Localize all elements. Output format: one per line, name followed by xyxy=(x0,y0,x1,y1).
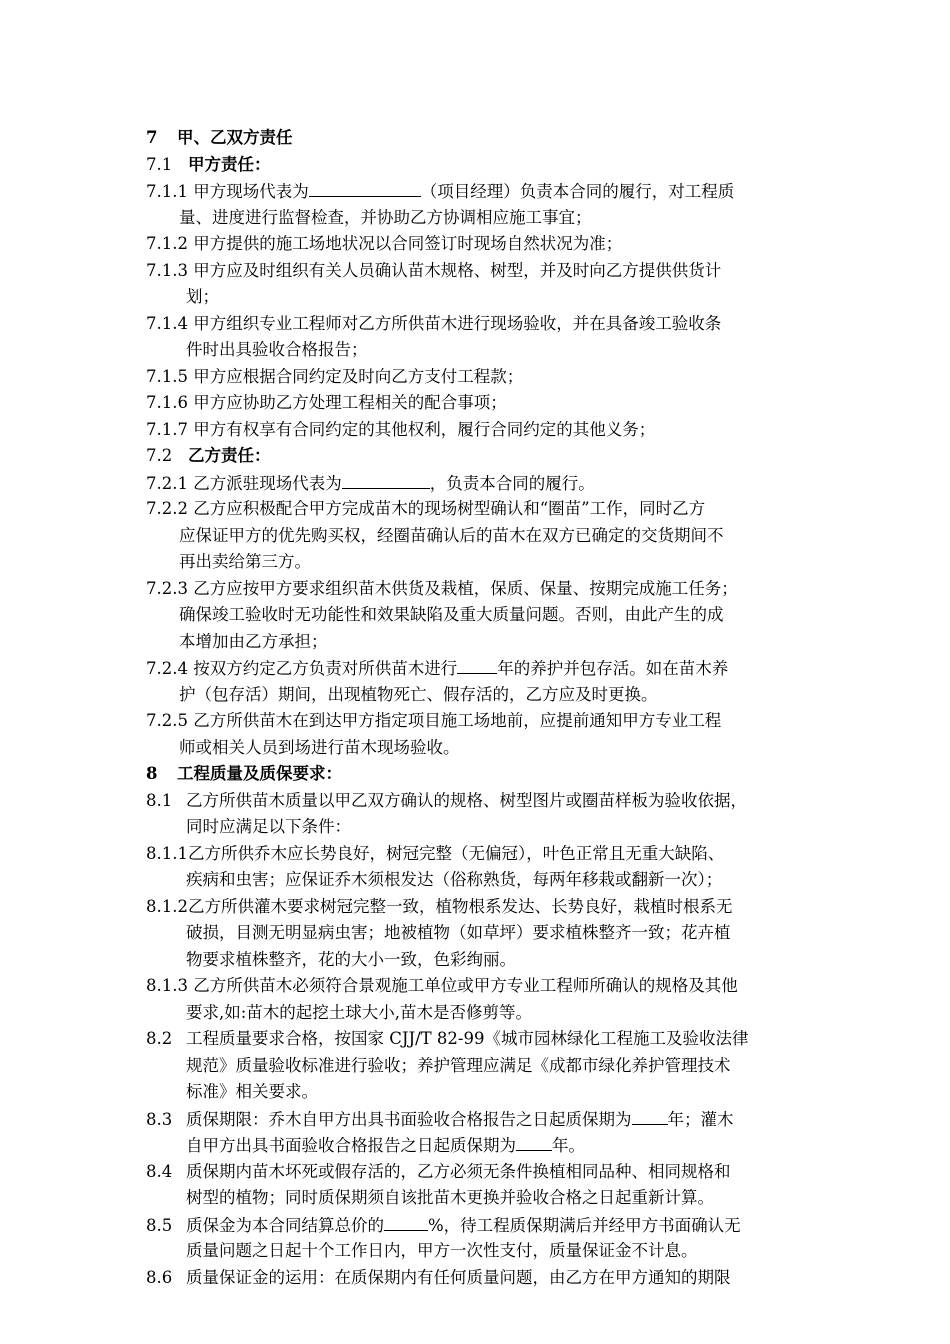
clause-text: 甲方应及时组织有关人员确认苗木规格、树型，并及时向乙方提供供货计 xyxy=(193,260,722,280)
section-8-heading xyxy=(146,761,814,788)
clause-text: 乙方应积极配合甲方完成苗木的现场树型确认和“圈苗”工作，同时乙方 xyxy=(193,499,706,518)
clause-text: 确保竣工验收时无功能性和效果缺陷及重大质量问题。否则，由此产生的成 xyxy=(179,605,724,624)
contract-body xyxy=(146,125,814,1291)
fill-blank-retention-percent xyxy=(384,1212,428,1231)
clause-8-1-2-cont xyxy=(146,920,814,947)
clause-8-2-cont xyxy=(146,1053,814,1080)
clause-number: 8.1.2 xyxy=(146,896,188,916)
clause-8-1-1 xyxy=(146,841,814,868)
clause-7-1-4 xyxy=(146,311,814,338)
clause-number: 8.6 xyxy=(146,1267,173,1287)
clause-8-1-3-cont xyxy=(146,1000,814,1027)
clause-7-1-4-cont xyxy=(146,337,814,364)
clause-7-1-3 xyxy=(146,258,814,285)
clause-7-1-7 xyxy=(146,417,814,444)
clause-8-3 xyxy=(146,1106,814,1133)
clause-text: 工程质量要求合格，按国家 CJJ/T 82-99《城市园林绿化工程施工及验收法律 xyxy=(186,1029,749,1048)
clause-text: 按双方约定乙方负责对所供苗木进行 xyxy=(193,659,458,678)
clause-text: 再出卖给第三方。 xyxy=(179,552,311,571)
clause-number: 7.2.5 xyxy=(146,711,188,730)
section-number: 7 xyxy=(146,128,158,147)
clause-text: （项目经理）负责本合同的履行，对工程质 xyxy=(420,182,735,201)
clause-text: 乙方派驻现场代表为 xyxy=(193,473,342,493)
clause-text: 护（包存活）期间，出现植物死亡、假存活的，乙方应及时更换。 xyxy=(179,684,658,704)
clause-number: 7.2.4 xyxy=(146,659,188,678)
clause-8-4 xyxy=(146,1159,814,1186)
clause-7-2-3-cont xyxy=(146,602,814,629)
clause-8-5-cont xyxy=(146,1238,814,1265)
clause-number: 7.1.1 xyxy=(146,182,188,201)
clause-number: 7.2 xyxy=(146,446,173,465)
clause-text: 年；灌木 xyxy=(667,1109,734,1129)
fill-blank-site-representative xyxy=(342,470,430,489)
clause-text: 甲方应协助乙方处理工程相关的配合事项； xyxy=(193,393,507,412)
clause-number: 8.3 xyxy=(146,1109,173,1129)
clause-text: 破损，目测无明显病虫害；地被植物（如草坪）要求植株整齐一致；花卉植 xyxy=(186,923,731,942)
clause-number: 8.5 xyxy=(146,1215,173,1235)
clause-7-1-heading xyxy=(146,152,814,179)
clause-number: 8.1.3 xyxy=(146,976,188,995)
clause-7-1-3-cont xyxy=(146,284,814,311)
clause-7-2-3-cont xyxy=(146,629,814,656)
clause-number: 7.1.6 xyxy=(146,393,188,412)
clause-8-1-2-cont xyxy=(146,947,814,974)
clause-8-4-cont xyxy=(146,1185,814,1212)
clause-7-2-heading xyxy=(146,443,814,470)
clause-number: 7.1.5 xyxy=(146,366,188,386)
clause-7-1-1 xyxy=(146,178,814,205)
clause-text: 件时出具验收合格报告； xyxy=(186,340,368,359)
clause-text: 标准》相关要求。 xyxy=(186,1082,318,1101)
clause-8-1-3 xyxy=(146,973,814,1000)
clause-7-1-6 xyxy=(146,390,814,417)
clause-8-2-cont xyxy=(146,1079,814,1106)
clause-number: 7.1.2 xyxy=(146,234,188,253)
clause-text: 自甲方出具书面验收合格报告之日起质保期为 xyxy=(186,1136,516,1155)
clause-text: 年。 xyxy=(552,1136,585,1155)
clause-number: 7.2.1 xyxy=(146,473,188,493)
clause-text: 质量问题之日起十个工作日内，甲方一次性支付，质量保证金不计息。 xyxy=(186,1241,698,1260)
clause-8-1-cont xyxy=(146,814,814,841)
clause-7-2-2-cont xyxy=(146,549,814,576)
clause-text: 甲方有权享有合同约定的其他权利，履行合同约定的其他义务； xyxy=(193,419,656,439)
clause-8-1 xyxy=(146,788,814,815)
clause-text: 乙方应按甲方要求组织苗木供货及栽植，保质、保量、按期完成施工任务； xyxy=(193,578,738,598)
clause-7-2-5 xyxy=(146,708,814,735)
clause-text: 本增加由乙方承担； xyxy=(179,631,328,651)
clause-7-2-2-cont xyxy=(146,523,814,550)
clause-text: 乙方所供灌木要求树冠完整一致，植物根系发达、长势良好，栽植时根系无 xyxy=(187,896,733,916)
clause-text: 应保证甲方的优先购买权，经圈苗确认后的苗木在双方已确定的交货期间不 xyxy=(179,525,724,545)
clause-text: 乙方所供苗木必须符合景观施工单位或甲方专业工程师所确认的规格及其他 xyxy=(193,976,738,995)
clause-text: 质保金为本合同结算总价的 xyxy=(186,1215,384,1235)
clause-7-2-1 xyxy=(146,470,814,497)
clause-text: 物要求植株整齐，花的大小一致，色彩绚丽。 xyxy=(186,949,516,969)
clause-8-2 xyxy=(146,1026,814,1053)
clause-number: 7.1.7 xyxy=(146,419,188,439)
clause-number: 8.1.1 xyxy=(146,843,188,863)
clause-text: 甲方应根据合同约定及时向乙方支付工程款； xyxy=(193,366,524,386)
clause-number: 7.1 xyxy=(146,154,173,174)
clause-number: 8.1 xyxy=(146,790,173,810)
clause-7-1-1-cont xyxy=(146,205,814,232)
clause-7-2-4-cont xyxy=(146,682,814,709)
clause-7-2-5-cont xyxy=(146,735,814,762)
clause-number: 8.2 xyxy=(146,1029,173,1048)
clause-7-1-5 xyxy=(146,364,814,391)
clause-text: 乙方所供乔木应长势良好，树冠完整（无偏冠），叶色正常且无重大缺陷、 xyxy=(187,843,725,863)
section-7-heading xyxy=(146,125,814,152)
clause-text: %，待工程质保期满后并经甲方书面确认无 xyxy=(428,1215,741,1235)
clause-number: 7.2.2 xyxy=(146,499,188,518)
clause-8-1-2 xyxy=(146,894,814,921)
clause-title: 乙方责任： xyxy=(188,446,271,465)
clause-text: 师或相关人员到场进行苗木现场验收。 xyxy=(179,737,460,757)
clause-text: 乙方所供苗木在到达甲方指定项目施工场地前，应提前通知甲方专业工程 xyxy=(193,711,722,730)
clause-7-2-3 xyxy=(146,576,814,603)
clause-text: 质保期限：乔木自甲方出具书面验收合格报告之日起质保期为 xyxy=(186,1109,632,1129)
clause-text: 疾病和虫害；应保证乔木须根发达（俗称熟货，每两年移栽或翻新一次）； xyxy=(186,870,723,889)
clause-7-2-2 xyxy=(146,496,814,523)
clause-text: 划； xyxy=(186,287,219,306)
clause-8-3-cont xyxy=(146,1132,814,1159)
clause-text: 年的养护并包存活。如在苗木养 xyxy=(497,659,729,678)
clause-8-5 xyxy=(146,1212,814,1239)
fill-blank-tree-warranty-years xyxy=(632,1106,668,1125)
clause-number: 7.1.4 xyxy=(146,313,188,333)
clause-text: 甲方现场代表为 xyxy=(193,182,309,201)
clause-text: ，负责本合同的履行。 xyxy=(429,473,595,493)
clause-7-1-2 xyxy=(146,231,814,258)
clause-title: 甲方责任： xyxy=(188,154,271,174)
fill-blank-project-manager xyxy=(309,178,421,197)
clause-number: 7.1.3 xyxy=(146,260,188,280)
clause-text: 甲方提供的施工场地状况以合同签订时现场自然状况为准； xyxy=(193,234,623,253)
clause-8-1-1-cont xyxy=(146,867,814,894)
clause-7-2-4 xyxy=(146,655,814,682)
section-title: 工程质量及质保要求： xyxy=(177,764,342,783)
clause-text: 质量保证金的运用：在质保期内有任何质量问题，由乙方在甲方通知的期限 xyxy=(186,1267,731,1287)
clause-text: 质保期内苗木坏死或假存活的，乙方必须无条件换植相同品种、相同规格和 xyxy=(186,1161,731,1181)
clause-text: 要求,如:苗木的起挖土球大小,苗木是否修剪等。 xyxy=(186,1002,533,1022)
clause-8-6 xyxy=(146,1265,814,1292)
clause-text: 量、进度进行监督检查，并协助乙方协调相应施工事宜； xyxy=(179,207,592,227)
clause-text: 规范》质量验收标准进行验收；养护管理应满足《成都市绿化养护管理技术 xyxy=(186,1055,731,1075)
clause-text: 树型的植物；同时质保期须自该批苗木更换并验收合格之日起重新计算。 xyxy=(186,1188,714,1207)
fill-blank-shrub-warranty-years xyxy=(516,1132,552,1151)
clause-text: 乙方所供苗木质量以甲乙双方确认的规格、树型图片或圈苗样板为验收依据， xyxy=(186,790,747,810)
section-title: 甲、乙双方责任 xyxy=(177,128,293,147)
clause-text: 同时应满足以下条件： xyxy=(186,817,351,836)
clause-text: 甲方组织专业工程师对乙方所供苗木进行现场验收，并在具备竣工验收条 xyxy=(193,313,722,333)
fill-blank-maintenance-years xyxy=(457,655,497,674)
section-number: 8 xyxy=(146,764,158,783)
clause-number: 8.4 xyxy=(146,1161,173,1181)
clause-number: 7.2.3 xyxy=(146,578,188,598)
